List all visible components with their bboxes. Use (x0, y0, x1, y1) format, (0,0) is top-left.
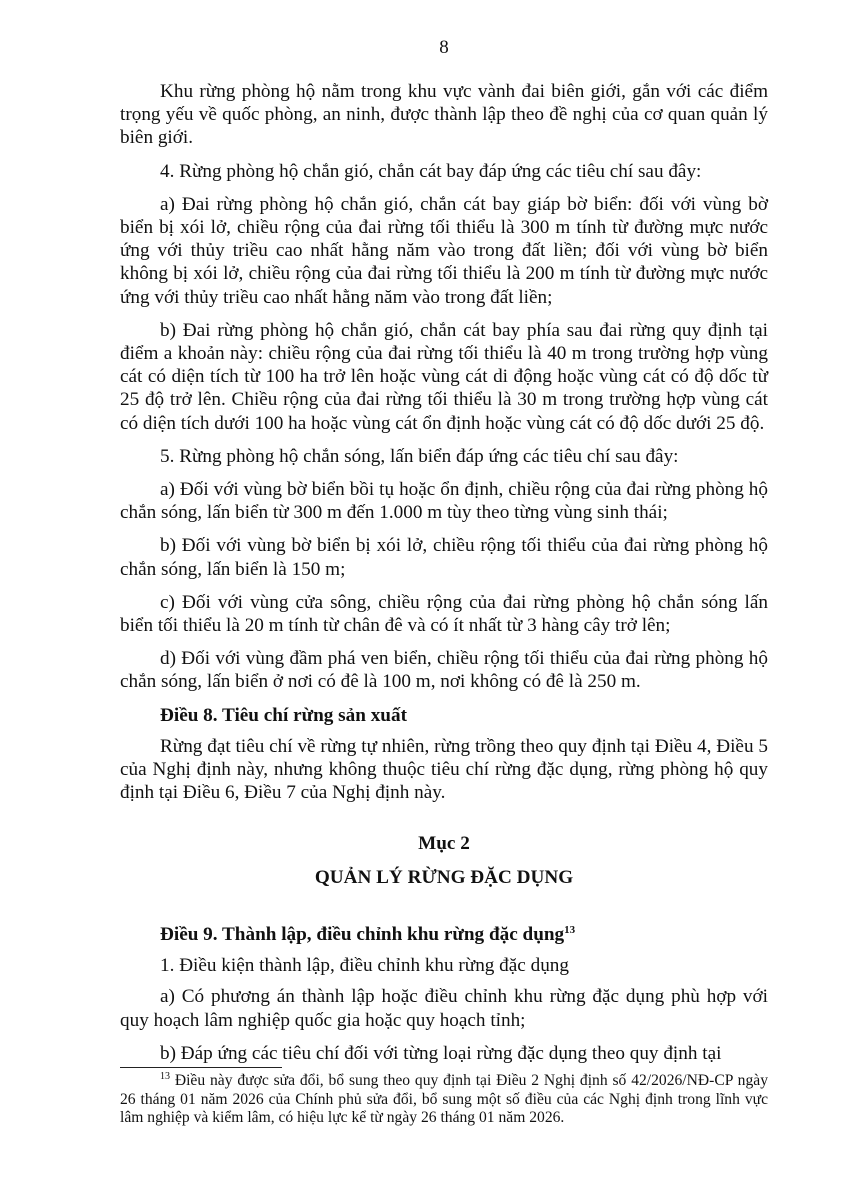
clause-4b-rear-belt: b) Đai rừng phòng hộ chắn gió, chắn cát bay phía sau đai rừng quy định tại điểm a khoản này: chiều rộng của đai rừng tối thiểu là 40 m trong trường hợp vùng cát có diện tích từ 100 ha trở lên hoặc vùng cát di động hoặc vùng cát có độ dốc từ 25 độ trở lên. Chiều rộng của đai rừng tối thiểu là 30 m trong trường hợp vùng cát có diện tích dưới 100 ha hoặc vùng cát ổn định hoặc vùng cát có độ dốc dưới 25 độ. (120, 319, 768, 434)
footnotes (120, 1072, 768, 1128)
document-body (120, 80, 768, 1075)
clause-5-wave-protection-forest: 5. Rừng phòng hộ chắn sóng, lấn biển đáp ứng các tiêu chí sau đây: (160, 445, 679, 467)
article-8-text: Rừng đạt tiêu chí về rừng tự nhiên, rừng trồng theo quy định tại Điều 4, Điều 5 của Nghị định này, nhưng không thuộc tiêu chí rừng đặc dụng, rừng phòng hộ quy định tại Điều 6, Điều 7 của Nghị định này. (120, 735, 768, 804)
section-label: Mục 2 (418, 833, 470, 855)
clause-5a-accreted-coast: a) Đối với vùng bờ biển bồi tụ hoặc ổn định, chiều rộng của đai rừng phòng hộ chắn sóng, lấn biển từ 300 m đến 1.000 m tùy theo từng vùng sinh thái; (120, 479, 768, 524)
section-title: QUẢN LÝ RỪNG ĐẶC DỤNG (314, 866, 574, 888)
article-8-heading: Điều 8. Tiêu chí rừng sản xuất (160, 704, 407, 726)
clause-5c-estuary: c) Đối với vùng cửa sông, chiều rộng của đai rừng phòng hộ chắn sóng lấn biển tối thiểu là 20 m tính từ chân đê và có ít nhất từ 3 hàng cây trở lên; (120, 591, 768, 637)
article-9-clause-1a: a) Có phương án thành lập hoặc điều chỉnh khu rừng đặc dụng phù hợp với quy hoạch lâm nghiệp quốc gia hoặc quy hoạch tỉnh; (120, 986, 768, 1031)
article-9-heading (120, 923, 768, 946)
footnote-13 (120, 1072, 768, 1128)
clause-4a-coastal-belt: a) Đai rừng phòng hộ chắn gió, chắn cát bay giáp bờ biển: đối với vùng bờ biển bị xói lở, chiều rộng của đai rừng tối thiểu là 300 m tính từ đường mực nước ứng với thủy triều cao nhất hằng năm vào trong đất liền; đối với vùng bờ biển không bị xói lở, chiều rộng của đai rừng tối thiểu là 200 m tính từ đường mực nước ứng với thủy triều cao nhất hằng năm vào trong đất liền; (120, 193, 768, 308)
clause-5d-lagoon: d) Đối với vùng đầm phá ven biển, chiều rộng tối thiểu của đai rừng phòng hộ chắn sóng, lấn biển ở nơi có đê là 100 m, nơi không có đê là 250 m. (120, 648, 768, 693)
footnote-reference[interactable]: 13 (564, 923, 576, 936)
paragraph-border-protection-forest: Khu rừng phòng hộ nằm trong khu vực vành đai biên giới, gắn với các điểm trọng yếu về quốc phòng, an ninh, được thành lập theo đề nghị của cơ quan quản lý biên giới. (120, 81, 768, 149)
footnote-separator (120, 1067, 282, 1068)
clause-5b-eroded-coast: b) Đối với vùng bờ biển bị xói lở, chiều rộng tối thiểu của đai rừng phòng hộ chắn sóng, lấn biển là 150 m; (120, 535, 768, 580)
article-9-heading-text: Điều 9. Thành lập, điều chỉnh khu rừng đặc dụng (160, 923, 565, 945)
article-9-clause-1: 1. Điều kiện thành lập, điều chỉnh khu rừng đặc dụng (160, 955, 569, 977)
footnote-mark: 13 (160, 1071, 170, 1082)
article-9-clause-1b: b) Đáp ứng các tiêu chí đối với từng loại rừng đặc dụng theo quy định tại (160, 1042, 722, 1064)
footnote-text: Điều này được sửa đổi, bổ sung theo quy định tại Điều 2 Nghị định số 42/2026/NĐ-CP ngày 26 tháng 01 năm 2026 của Chính phủ sửa đổi, bổ sung một số điều của các Nghị định trong lĩnh vực lâm nghiệp và kiểm lâm, có hiệu lực kể từ ngày 26 tháng 01 năm 2026. (120, 1072, 768, 1126)
clause-4-windbreak-forest: 4. Rừng phòng hộ chắn gió, chắn cát bay đáp ứng các tiêu chí sau đây: (160, 160, 702, 182)
page-number: 8 (439, 37, 449, 58)
